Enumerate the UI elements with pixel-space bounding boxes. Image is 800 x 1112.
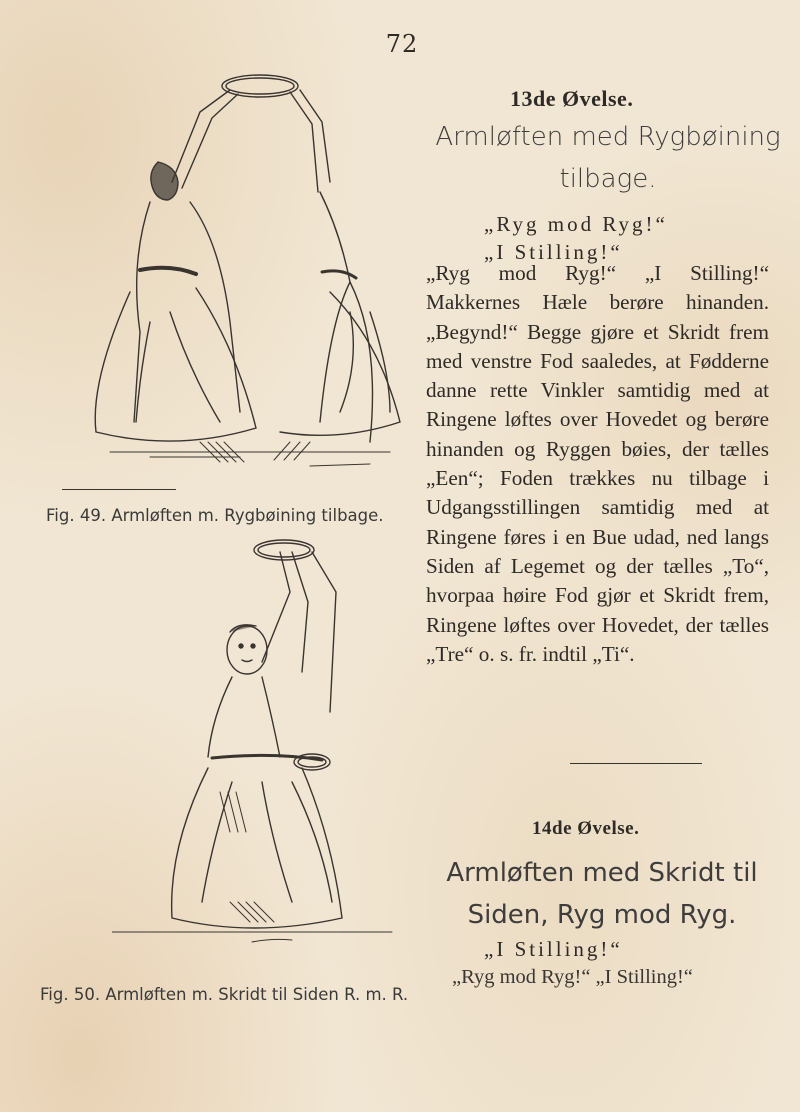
figure-50-illustration	[112, 532, 412, 972]
exercise-13-heading: 13de Øvelse.	[510, 86, 634, 111]
exercise-13-title-line: Armløften med Rygbøining	[435, 122, 781, 152]
page-number: 72	[385, 30, 419, 58]
exercise-13-title-line: tilbage.	[559, 164, 657, 194]
command-line: „I Stilling!“	[484, 937, 623, 961]
exercise-14-title	[432, 852, 772, 936]
exercise-13-text: „Ryg mod Ryg!“ „I Stilling!“ Makkernes Hæle berøre hinanden. „Begynd!“ Begge gjøre et Skridt frem med venstre Fod saaledes, at Fødderne danne rette Vinkler samtidig med at Ringene løftes over Hovedet og berøre hinanden og Ryggen bøies, der tælles „Een“; Foden trækkes nu tilbage i Udgangsstillingen samtidig med at Ringene føres i en Bue udad, ned langs Siden af Legemet og der tælles „To“, hvorpaa høire Fod gjør et Skridt frem, Ringene løftes over Hovedet, der tælles „Tre“ o. s. fr. indtil „Ti“.	[426, 261, 769, 666]
command-line: „I Stilling!“	[484, 240, 623, 264]
exercise-14-title-line: Armløften med Skridt til	[446, 858, 758, 888]
command-line: „Ryg mod Ryg!“	[484, 212, 668, 236]
figure-50-caption: Fig. 50. Armløften m. Skridt til Siden R. m. R.	[40, 985, 409, 1004]
exercise-13-paragraph	[426, 259, 769, 669]
figure-49-rule	[62, 489, 176, 490]
figure-49-caption: Fig. 49. Armløften m. Rygbøining tilbage.	[46, 506, 384, 525]
section-divider	[570, 763, 702, 764]
figure-49-illustration	[90, 62, 410, 502]
exercise-13-title	[428, 116, 788, 200]
exercise-14-text: „Ryg mod Ryg!“ „I Stilling!“	[452, 966, 693, 988]
exercise-14-heading: 14de Øvelse.	[532, 818, 640, 839]
exercise-14-title-line: Siden, Ryg mod Ryg.	[467, 900, 737, 930]
